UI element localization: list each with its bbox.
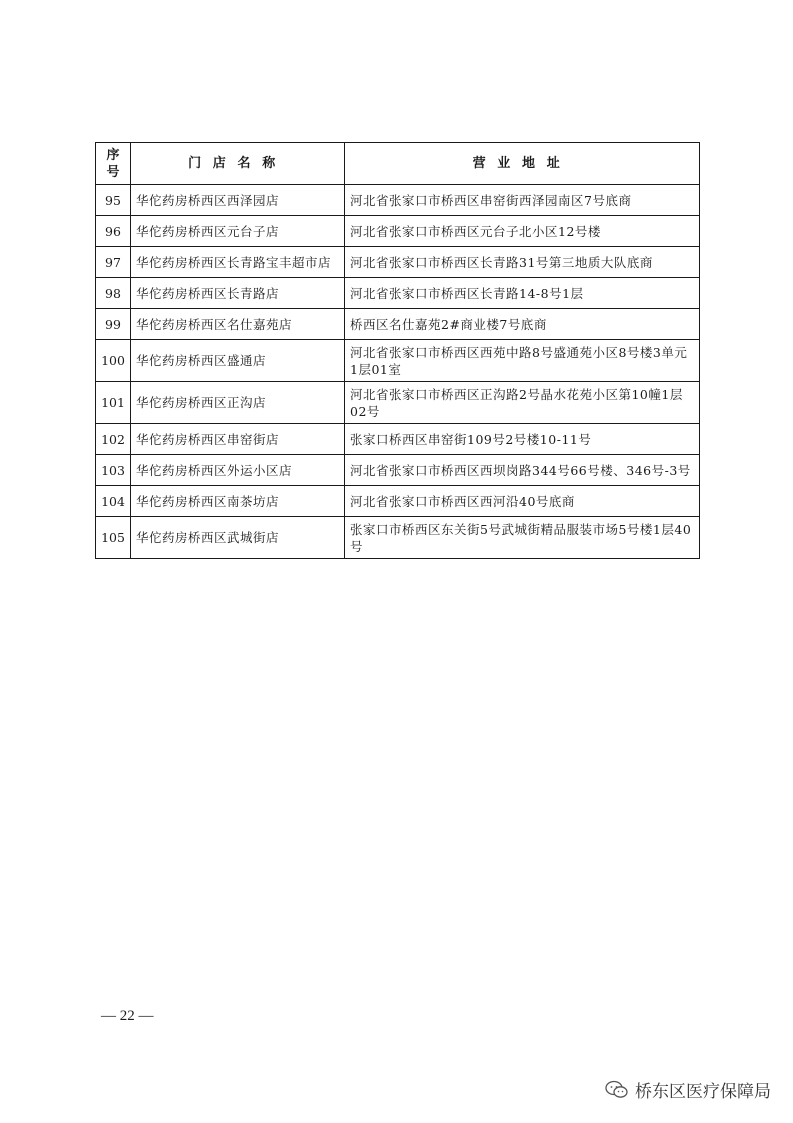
- row-store-name: 华佗药房桥西区串窑街店: [131, 424, 345, 455]
- row-store-name: 华佗药房桥西区长青路宝丰超市店: [131, 247, 345, 278]
- table-header-row: [96, 143, 700, 185]
- header-no: 序号: [96, 143, 131, 185]
- row-store-name: 华佗药房桥西区正沟店: [131, 382, 345, 424]
- table-body: [96, 185, 700, 559]
- row-no: 97: [96, 247, 131, 278]
- row-no: 105: [96, 517, 131, 559]
- row-address: 河北省张家口市桥西区长青路14-8号1层: [345, 278, 700, 309]
- table-row: [96, 216, 700, 247]
- row-address: 河北省张家口市桥西区串窑街西泽园南区7号底商: [345, 185, 700, 216]
- row-address: 张家口桥西区串窑街109号2号楼10-11号: [345, 424, 700, 455]
- table-row: [96, 486, 700, 517]
- row-no: 99: [96, 309, 131, 340]
- row-store-name: 华佗药房桥西区南茶坊店: [131, 486, 345, 517]
- row-address: 河北省张家口市桥西区西河沿40号底商: [345, 486, 700, 517]
- header-address: 营业地址: [345, 143, 700, 185]
- table-row: [96, 340, 700, 382]
- watermark-text: 桥东区医疗保障局: [635, 1082, 771, 1102]
- row-store-name: 华佗药房桥西区外运小区店: [131, 455, 345, 486]
- row-no: 100: [96, 340, 131, 382]
- table-row: [96, 382, 700, 424]
- row-address: 张家口市桥西区东关街5号武城街精品服装市场5号楼1层40号: [345, 517, 700, 559]
- row-no: 101: [96, 382, 131, 424]
- wechat-icon: [605, 1079, 629, 1101]
- row-store-name: 华佗药房桥西区盛通店: [131, 340, 345, 382]
- row-store-name: 华佗药房桥西区名仕嘉苑店: [131, 309, 345, 340]
- store-table: [95, 142, 700, 559]
- table-row: [96, 424, 700, 455]
- row-no: 103: [96, 455, 131, 486]
- row-no: 104: [96, 486, 131, 517]
- row-address: 河北省张家口市桥西区元台子北小区12号楼: [345, 216, 700, 247]
- row-address: 桥西区名仕嘉苑2#商业楼7号底商: [345, 309, 700, 340]
- row-no: 96: [96, 216, 131, 247]
- row-store-name: 华佗药房桥西区西泽园店: [131, 185, 345, 216]
- row-address: 河北省张家口市桥西区正沟路2号晶水花苑小区第10幢1层02号: [345, 382, 700, 424]
- row-store-name: 华佗药房桥西区长青路店: [131, 278, 345, 309]
- table-row: [96, 185, 700, 216]
- table-row: [96, 278, 700, 309]
- row-store-name: 华佗药房桥西区元台子店: [131, 216, 345, 247]
- row-address: 河北省张家口市桥西区西苑中路8号盛通苑小区8号楼3单元1层01室: [345, 340, 700, 382]
- table-row: [96, 247, 700, 278]
- table-row: [96, 517, 700, 559]
- row-no: 98: [96, 278, 131, 309]
- row-address: 河北省张家口市桥西区西坝岗路344号66号楼、346号-3号: [345, 455, 700, 486]
- row-no: 102: [96, 424, 131, 455]
- watermark: [605, 1077, 771, 1102]
- page-number: — 22 —: [101, 1008, 154, 1024]
- row-store-name: 华佗药房桥西区武城街店: [131, 517, 345, 559]
- header-store-name: 门店名称: [131, 143, 345, 185]
- table-row: [96, 455, 700, 486]
- row-address: 河北省张家口市桥西区长青路31号第三地质大队底商: [345, 247, 700, 278]
- table-row: [96, 309, 700, 340]
- row-no: 95: [96, 185, 131, 216]
